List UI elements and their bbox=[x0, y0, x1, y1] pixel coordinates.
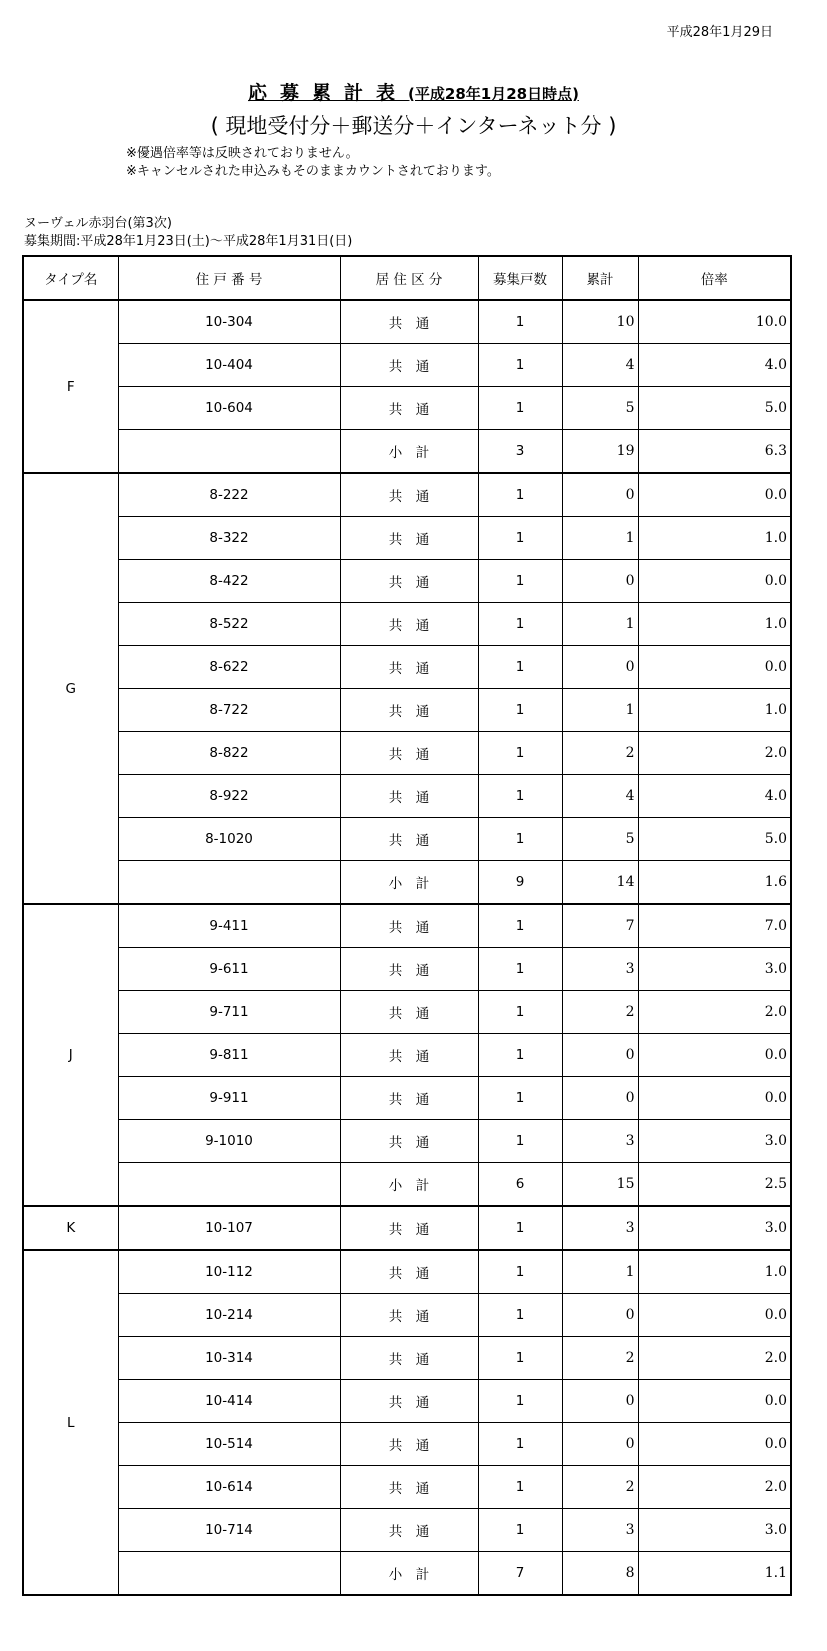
table-row bbox=[23, 646, 791, 689]
table-row bbox=[23, 560, 791, 603]
ratio-cell: 3.0 bbox=[638, 1120, 791, 1163]
unit-cell: 8-222 bbox=[118, 473, 340, 517]
ratio-cell: 3.0 bbox=[638, 1206, 791, 1250]
table-row bbox=[23, 732, 791, 775]
subtotal-total: 19 bbox=[562, 430, 638, 474]
count-cell: 1 bbox=[478, 603, 562, 646]
unit-cell bbox=[118, 1552, 340, 1596]
category-cell: 共 通 bbox=[340, 387, 478, 430]
count-cell: 1 bbox=[478, 732, 562, 775]
notes bbox=[126, 145, 500, 181]
category-cell: 共 通 bbox=[340, 1250, 478, 1294]
category-cell: 共 通 bbox=[340, 646, 478, 689]
count-cell: 1 bbox=[478, 904, 562, 948]
unit-cell: 8-922 bbox=[118, 775, 340, 818]
unit-cell: 10-614 bbox=[118, 1466, 340, 1509]
subtotal-count: 9 bbox=[478, 861, 562, 905]
ratio-cell: 2.0 bbox=[638, 1337, 791, 1380]
col-header-unit: 住 戸 番 号 bbox=[118, 256, 340, 300]
total-cell: 2 bbox=[562, 1466, 638, 1509]
total-cell: 2 bbox=[562, 1337, 638, 1380]
category-cell: 共 通 bbox=[340, 991, 478, 1034]
unit-cell: 10-304 bbox=[118, 300, 340, 344]
ratio-cell: 4.0 bbox=[638, 344, 791, 387]
type-cell: L bbox=[23, 1250, 118, 1595]
col-header-type: タイプ名 bbox=[23, 256, 118, 300]
total-cell: 0 bbox=[562, 1294, 638, 1337]
unit-cell: 10-514 bbox=[118, 1423, 340, 1466]
subtotal-total: 14 bbox=[562, 861, 638, 905]
unit-cell bbox=[118, 1163, 340, 1207]
ratio-cell: 0.0 bbox=[638, 1077, 791, 1120]
total-cell: 7 bbox=[562, 904, 638, 948]
table-row bbox=[23, 387, 791, 430]
count-cell: 1 bbox=[478, 300, 562, 344]
ratio-cell: 0.0 bbox=[638, 1294, 791, 1337]
note: ※優遇倍率等は反映されておりません。 bbox=[126, 146, 359, 161]
unit-cell: 8-622 bbox=[118, 646, 340, 689]
subtotal-ratio: 1.1 bbox=[638, 1552, 791, 1596]
unit-cell: 9-911 bbox=[118, 1077, 340, 1120]
col-header-total: 累計 bbox=[562, 256, 638, 300]
table-row bbox=[23, 1250, 791, 1294]
ratio-cell: 10.0 bbox=[638, 300, 791, 344]
category-cell: 共 通 bbox=[340, 344, 478, 387]
count-cell: 1 bbox=[478, 344, 562, 387]
count-cell: 1 bbox=[478, 560, 562, 603]
subtotal-row bbox=[23, 1163, 791, 1207]
subtotal-row bbox=[23, 1552, 791, 1596]
subtotal-label: 小 計 bbox=[340, 430, 478, 474]
unit-cell bbox=[118, 430, 340, 474]
ratio-cell: 1.0 bbox=[638, 517, 791, 560]
category-cell: 共 通 bbox=[340, 560, 478, 603]
count-cell: 1 bbox=[478, 473, 562, 517]
type-cell: J bbox=[23, 904, 118, 1206]
total-cell: 3 bbox=[562, 1120, 638, 1163]
unit-cell: 10-214 bbox=[118, 1294, 340, 1337]
unit-cell: 8-722 bbox=[118, 689, 340, 732]
total-cell: 0 bbox=[562, 1423, 638, 1466]
table-row bbox=[23, 517, 791, 560]
count-cell: 1 bbox=[478, 991, 562, 1034]
count-cell: 1 bbox=[478, 818, 562, 861]
ratio-cell: 0.0 bbox=[638, 560, 791, 603]
category-cell: 共 通 bbox=[340, 904, 478, 948]
table-row bbox=[23, 1423, 791, 1466]
table-row bbox=[23, 473, 791, 517]
table-row bbox=[23, 991, 791, 1034]
count-cell: 1 bbox=[478, 387, 562, 430]
table-row bbox=[23, 344, 791, 387]
subtotal-count: 7 bbox=[478, 1552, 562, 1596]
unit-cell: 9-1010 bbox=[118, 1120, 340, 1163]
table-row bbox=[23, 904, 791, 948]
table-row bbox=[23, 1509, 791, 1552]
subtotal-ratio: 2.5 bbox=[638, 1163, 791, 1207]
category-cell: 共 通 bbox=[340, 1294, 478, 1337]
subtotal-total: 15 bbox=[562, 1163, 638, 1207]
type-cell: F bbox=[23, 300, 118, 473]
count-cell: 1 bbox=[478, 1077, 562, 1120]
category-cell: 共 通 bbox=[340, 1120, 478, 1163]
total-cell: 3 bbox=[562, 1206, 638, 1250]
total-cell: 0 bbox=[562, 1380, 638, 1423]
category-cell: 共 通 bbox=[340, 1509, 478, 1552]
unit-cell: 10-112 bbox=[118, 1250, 340, 1294]
count-cell: 1 bbox=[478, 1337, 562, 1380]
unit-cell: 9-711 bbox=[118, 991, 340, 1034]
count-cell: 1 bbox=[478, 1423, 562, 1466]
ratio-cell: 3.0 bbox=[638, 1509, 791, 1552]
category-cell: 共 通 bbox=[340, 689, 478, 732]
unit-cell: 10-414 bbox=[118, 1380, 340, 1423]
col-header-ratio: 倍率 bbox=[638, 256, 791, 300]
unit-cell: 9-611 bbox=[118, 948, 340, 991]
ratio-cell: 5.0 bbox=[638, 387, 791, 430]
ratio-cell: 4.0 bbox=[638, 775, 791, 818]
title-main: 応募累計表 bbox=[248, 82, 409, 104]
total-cell: 1 bbox=[562, 517, 638, 560]
total-cell: 5 bbox=[562, 818, 638, 861]
category-cell: 共 通 bbox=[340, 517, 478, 560]
total-cell: 2 bbox=[562, 732, 638, 775]
document-title bbox=[0, 78, 827, 105]
ratio-cell: 1.0 bbox=[638, 603, 791, 646]
ratio-cell: 0.0 bbox=[638, 1034, 791, 1077]
ratio-cell: 2.0 bbox=[638, 732, 791, 775]
application-period: 募集期間:平成28年1月23日(土)～平成28年1月31日(日) bbox=[24, 234, 353, 249]
ratio-cell: 2.0 bbox=[638, 1466, 791, 1509]
subtotal-ratio: 6.3 bbox=[638, 430, 791, 474]
category-cell: 共 通 bbox=[340, 1077, 478, 1120]
total-cell: 2 bbox=[562, 991, 638, 1034]
category-cell: 共 通 bbox=[340, 1380, 478, 1423]
unit-cell: 9-811 bbox=[118, 1034, 340, 1077]
count-cell: 1 bbox=[478, 646, 562, 689]
ratio-cell: 0.0 bbox=[638, 1380, 791, 1423]
table-body bbox=[23, 300, 791, 1595]
total-cell: 10 bbox=[562, 300, 638, 344]
document-date: 平成28年1月29日 bbox=[666, 25, 773, 40]
application-table bbox=[22, 255, 792, 1596]
title-as-of: (平成28年1月28日時点) bbox=[408, 85, 579, 103]
subtotal-label: 小 計 bbox=[340, 1552, 478, 1596]
ratio-cell: 2.0 bbox=[638, 991, 791, 1034]
table-row bbox=[23, 1337, 791, 1380]
ratio-cell: 5.0 bbox=[638, 818, 791, 861]
count-cell: 1 bbox=[478, 1250, 562, 1294]
total-cell: 0 bbox=[562, 646, 638, 689]
subtotal-label: 小 計 bbox=[340, 1163, 478, 1207]
category-cell: 共 通 bbox=[340, 1034, 478, 1077]
category-cell: 共 通 bbox=[340, 1337, 478, 1380]
unit-cell: 8-322 bbox=[118, 517, 340, 560]
unit-cell: 10-604 bbox=[118, 387, 340, 430]
total-cell: 3 bbox=[562, 948, 638, 991]
category-cell: 共 通 bbox=[340, 300, 478, 344]
category-cell: 共 通 bbox=[340, 1206, 478, 1250]
category-cell: 共 通 bbox=[340, 1423, 478, 1466]
unit-cell bbox=[118, 861, 340, 905]
count-cell: 1 bbox=[478, 689, 562, 732]
unit-cell: 10-714 bbox=[118, 1509, 340, 1552]
count-cell: 1 bbox=[478, 1380, 562, 1423]
total-cell: 0 bbox=[562, 1077, 638, 1120]
table-row bbox=[23, 1380, 791, 1423]
property-name: ヌーヴェル赤羽台(第3次) bbox=[24, 216, 172, 231]
unit-cell: 8-822 bbox=[118, 732, 340, 775]
total-cell: 3 bbox=[562, 1509, 638, 1552]
table-row bbox=[23, 1077, 791, 1120]
table-row bbox=[23, 1206, 791, 1250]
category-cell: 共 通 bbox=[340, 948, 478, 991]
category-cell: 共 通 bbox=[340, 775, 478, 818]
col-header-category: 居 住 区 分 bbox=[340, 256, 478, 300]
table-row bbox=[23, 775, 791, 818]
subtotal-count: 6 bbox=[478, 1163, 562, 1207]
ratio-cell: 1.0 bbox=[638, 1250, 791, 1294]
total-cell: 5 bbox=[562, 387, 638, 430]
unit-cell: 10-314 bbox=[118, 1337, 340, 1380]
category-cell: 共 通 bbox=[340, 603, 478, 646]
document-subtitle: ( 現地受付分＋郵送分＋インターネット分 ) bbox=[210, 114, 617, 138]
total-cell: 1 bbox=[562, 603, 638, 646]
table-row bbox=[23, 1120, 791, 1163]
ratio-cell: 3.0 bbox=[638, 948, 791, 991]
count-cell: 1 bbox=[478, 1034, 562, 1077]
subtotal-count: 3 bbox=[478, 430, 562, 474]
type-cell: K bbox=[23, 1206, 118, 1250]
unit-cell: 8-422 bbox=[118, 560, 340, 603]
count-cell: 1 bbox=[478, 775, 562, 818]
total-cell: 1 bbox=[562, 689, 638, 732]
unit-cell: 10-107 bbox=[118, 1206, 340, 1250]
unit-cell: 8-1020 bbox=[118, 818, 340, 861]
subtotal-row bbox=[23, 861, 791, 905]
type-cell: G bbox=[23, 473, 118, 904]
ratio-cell: 7.0 bbox=[638, 904, 791, 948]
table-row bbox=[23, 818, 791, 861]
subtotal-total: 8 bbox=[562, 1552, 638, 1596]
table-header-row bbox=[23, 256, 791, 300]
table-row bbox=[23, 300, 791, 344]
category-cell: 共 通 bbox=[340, 473, 478, 517]
ratio-cell: 1.0 bbox=[638, 689, 791, 732]
ratio-cell: 0.0 bbox=[638, 646, 791, 689]
property-info bbox=[24, 215, 352, 251]
table-row bbox=[23, 603, 791, 646]
table-row bbox=[23, 948, 791, 991]
table-row bbox=[23, 1294, 791, 1337]
ratio-cell: 0.0 bbox=[638, 1423, 791, 1466]
total-cell: 4 bbox=[562, 775, 638, 818]
subtotal-ratio: 1.6 bbox=[638, 861, 791, 905]
count-cell: 1 bbox=[478, 1466, 562, 1509]
count-cell: 1 bbox=[478, 1120, 562, 1163]
count-cell: 1 bbox=[478, 948, 562, 991]
count-cell: 1 bbox=[478, 517, 562, 560]
count-cell: 1 bbox=[478, 1294, 562, 1337]
category-cell: 共 通 bbox=[340, 818, 478, 861]
unit-cell: 8-522 bbox=[118, 603, 340, 646]
unit-cell: 9-411 bbox=[118, 904, 340, 948]
total-cell: 0 bbox=[562, 560, 638, 603]
category-cell: 共 通 bbox=[340, 732, 478, 775]
note: ※キャンセルされた申込みもそのままカウントされております。 bbox=[126, 164, 500, 179]
table-row bbox=[23, 1034, 791, 1077]
table-row bbox=[23, 1466, 791, 1509]
total-cell: 4 bbox=[562, 344, 638, 387]
table-row bbox=[23, 689, 791, 732]
count-cell: 1 bbox=[478, 1206, 562, 1250]
ratio-cell: 0.0 bbox=[638, 473, 791, 517]
subtotal-label: 小 計 bbox=[340, 861, 478, 905]
unit-cell: 10-404 bbox=[118, 344, 340, 387]
total-cell: 1 bbox=[562, 1250, 638, 1294]
col-header-count: 募集戸数 bbox=[478, 256, 562, 300]
total-cell: 0 bbox=[562, 1034, 638, 1077]
category-cell: 共 通 bbox=[340, 1466, 478, 1509]
total-cell: 0 bbox=[562, 473, 638, 517]
count-cell: 1 bbox=[478, 1509, 562, 1552]
subtotal-row bbox=[23, 430, 791, 474]
